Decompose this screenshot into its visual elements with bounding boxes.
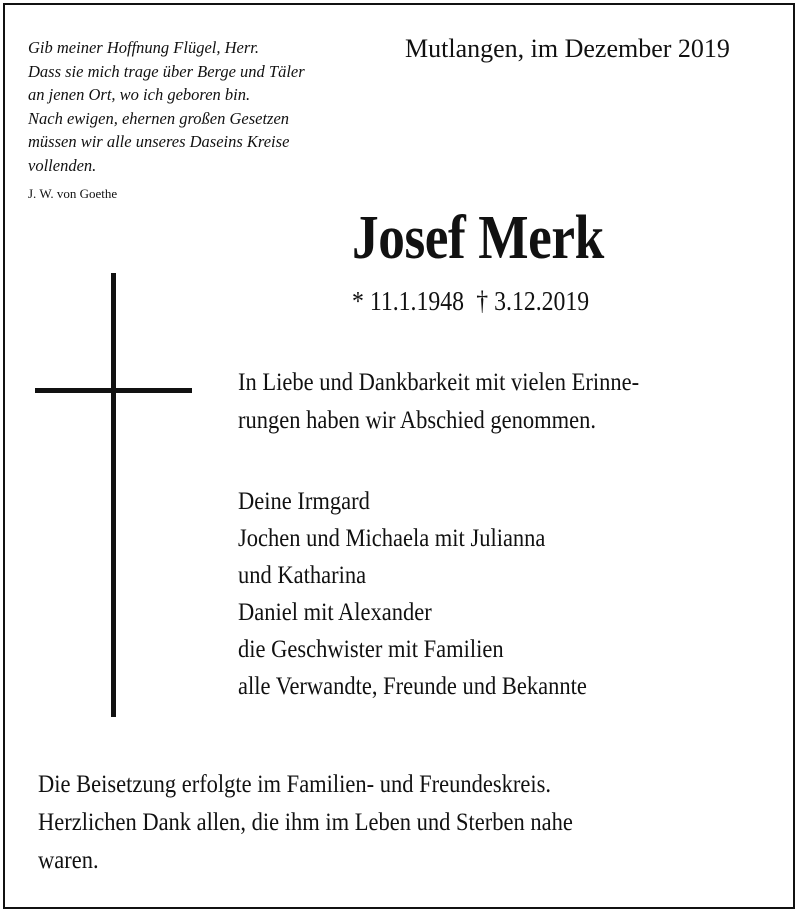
thanks-text [238,364,639,440]
closing-text [38,766,573,880]
poem-block [28,36,368,203]
closing-line: Die Beisetzung erfolgte im Familien- und Freundeskreis. [38,771,552,798]
cross-icon [111,273,116,717]
poem-line: vollenden. [28,155,97,175]
closing-line: waren. [38,847,99,874]
mourner-item: und Katharina [238,562,367,589]
mourner-item: alle Verwandte, Freunde und Bekannte [238,673,587,700]
closing-line: Herzlichen Dank allen, die ihm im Leben und Sterben nahe [38,809,573,836]
death-date: † 3.12.2019 [476,286,590,316]
poem-author: J. W. von Goethe [28,186,118,201]
cross-icon-bar [35,388,192,393]
birth-date: * 11.1.1948 [352,286,464,316]
thanks-line: rungen haben wir Abschied genommen. [238,407,597,434]
poem-line: Gib meiner Hoffnung Flügel, Herr. [28,38,259,57]
mourner-item: Jochen und Michaela mit Julianna [238,525,546,552]
mourner-item: Daniel mit Alexander [238,599,432,626]
poem-line: müssen wir alle unseres Daseins Kreise [28,132,290,151]
mourner-item: Deine Irmgard [238,488,370,515]
place-date: Mutlangen, im Dezember 2019 [405,34,730,63]
poem-line: an jenen Ort, wo ich geboren bin. [28,85,251,104]
life-dates [352,285,589,317]
poem-line: Dass sie mich trage über Berge und Täler [28,61,305,81]
mourner-item: die Geschwister mit Familien [238,636,504,663]
poem-line: Nach ewigen, ehernen großen Gesetzen [28,108,290,128]
deceased-name: Josef Merk [352,204,604,272]
mourners-list [238,483,587,705]
thanks-line: In Liebe und Dankbarkeit mit vielen Erinne- [238,369,640,396]
